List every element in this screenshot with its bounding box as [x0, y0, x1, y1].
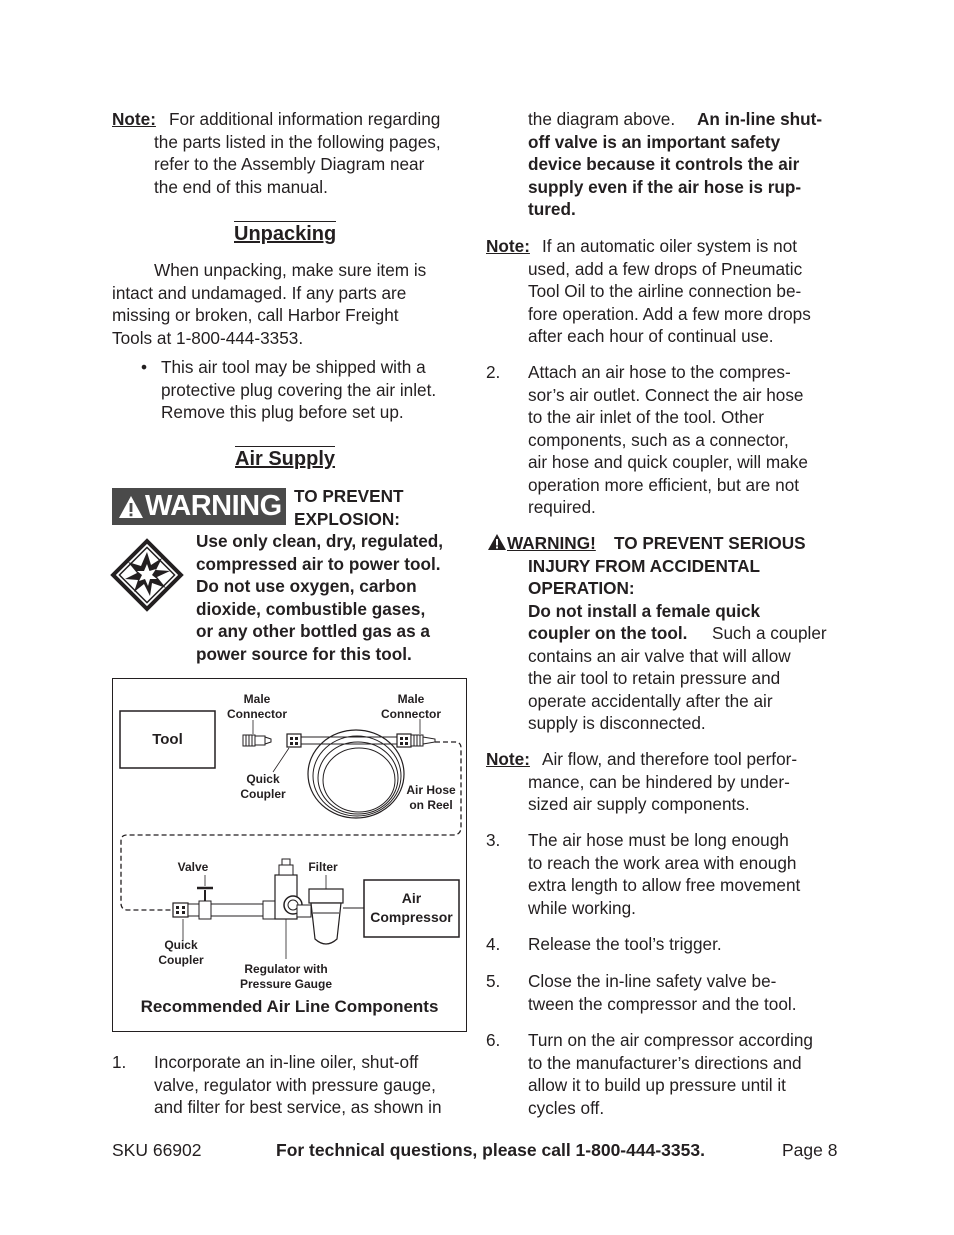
- warning-label: WARNING!: [507, 533, 596, 553]
- note-text-line: For additional information regarding: [169, 109, 441, 129]
- step-text: Close the in-line safety valve be-: [528, 971, 777, 991]
- continued-bold: off valve is an important safety: [528, 131, 781, 152]
- male-connector-label: Male: [243, 692, 271, 706]
- warning-detail: Such a coupler: [712, 623, 827, 643]
- air-line-diagram: [112, 678, 467, 1032]
- warning-triangle-icon: [118, 495, 144, 519]
- step-text: air hose and quick coupler, will make: [528, 452, 808, 472]
- step-text: to the air inlet of the tool. Other: [528, 407, 764, 427]
- step-text: to the manufacturer’s directions and: [528, 1052, 802, 1073]
- warning-detail: the air tool to retain pressure and: [528, 668, 781, 688]
- step-text: required.: [528, 497, 596, 517]
- warning-text: compressed air to power tool.: [196, 553, 441, 574]
- step-text: sor’s air outlet. Connect the air hose: [528, 384, 804, 405]
- note-text-line: after each hour of continual use.: [528, 326, 774, 346]
- regulator-label: Regulator with: [244, 962, 328, 976]
- bullet-text: protective plug covering the air inlet.: [161, 379, 437, 400]
- step-text: Release the tool’s trigger.: [528, 934, 722, 954]
- warning-text: coupler on the tool.: [528, 623, 688, 643]
- air-supply-heading: Air Supply: [235, 448, 336, 470]
- tool-label: Tool: [152, 731, 183, 748]
- regulator-label: Pressure Gauge: [239, 977, 333, 991]
- step-text: Turn on the air compressor according: [528, 1030, 813, 1050]
- step-number: 1.: [112, 1052, 127, 1072]
- male-connector-label: Connector: [227, 707, 287, 721]
- step-text: to reach the work area with enough: [528, 852, 797, 873]
- bullet-text: This air tool may be shipped with a: [161, 357, 426, 377]
- continued-bold: An in-line shut-: [697, 109, 823, 129]
- quick-coupler-label: Quick: [164, 938, 198, 952]
- warning-text: INJURY FROM ACCIDENTAL: [528, 555, 761, 576]
- warning-detail: contains an air valve that will allow: [528, 645, 791, 666]
- note-text-line: Tool Oil to the airline connection be-: [528, 281, 802, 301]
- note-text-line: mance, can be hindered by under-: [528, 771, 790, 792]
- warning-text: OPERATION:: [528, 578, 635, 598]
- note-text-line: the parts listed in the following pages,: [154, 131, 441, 152]
- warning-detail: supply is disconnected.: [528, 713, 706, 733]
- air-hose-label: Air Hose: [406, 783, 456, 797]
- step-text: components, such as a connector,: [528, 429, 789, 450]
- note-label: Note:: [486, 749, 530, 769]
- step-number: 2.: [486, 362, 501, 382]
- step-text: while working.: [528, 897, 636, 918]
- unpacking-text: missing or broken, call Harbor Freight: [112, 305, 399, 325]
- note-label: Note:: [486, 236, 530, 256]
- unpacking-heading: Unpacking: [234, 223, 337, 245]
- warning-text: or any other bottled gas as a: [196, 621, 430, 641]
- warning-triangle-icon: [487, 533, 507, 551]
- bullet-text: Remove this plug before set up.: [161, 402, 404, 422]
- note-text-line: If an automatic oiler system is not: [542, 236, 798, 256]
- step-text: operation more efficient, but are not: [528, 474, 800, 495]
- step-number: 5.: [486, 971, 501, 991]
- step-number: 3.: [486, 830, 501, 850]
- diagram-caption: Recommended Air Line Components: [140, 997, 439, 1016]
- step-number: 6.: [486, 1030, 501, 1050]
- valve-label: Valve: [177, 860, 209, 874]
- note-text-line: refer to the Assembly Diagram near: [154, 154, 425, 174]
- warning-text: power source for this tool.: [196, 643, 412, 664]
- warning-text: TO PREVENT SERIOUS: [614, 533, 806, 553]
- quick-coupler-label: Coupler: [158, 953, 204, 967]
- prevent-text: EXPLOSION:: [294, 508, 401, 529]
- step-text: extra length to allow free movement: [528, 875, 801, 895]
- step-text: Incorporate an in-line oiler, shut-off: [154, 1052, 419, 1072]
- step-text: cycles off.: [528, 1097, 605, 1118]
- warning-text: Do not use oxygen, carbon: [196, 576, 417, 596]
- continued-bold: supply even if the air hose is rup-: [528, 176, 802, 197]
- footer-page-number: Page 8: [782, 1140, 838, 1160]
- note-text-line: the end of this manual.: [154, 176, 328, 197]
- quick-coupler-label: Coupler: [240, 787, 286, 801]
- male-connector-label: Connector: [381, 707, 441, 721]
- note-text-line: sized air supply components.: [528, 794, 750, 814]
- step-text: The air hose must be long enough: [528, 830, 789, 850]
- continued-bold: device because it controls the air: [528, 154, 800, 174]
- footer-sku: SKU 66902: [112, 1140, 202, 1160]
- step-number: 4.: [486, 934, 501, 954]
- filter-label: Filter: [308, 860, 338, 874]
- warning-label: WARNING: [145, 490, 282, 522]
- continued-bold: tured.: [528, 199, 576, 219]
- footer-tech-line: For technical questions, please call 1-800-444-3353.: [276, 1140, 705, 1160]
- unpacking-text: Tools at 1-800-444-3353.: [112, 327, 304, 348]
- male-connector-label: Male: [397, 692, 425, 706]
- warning-banner: [112, 488, 286, 525]
- air-compressor-label: Air: [401, 890, 422, 906]
- bullet-dot: •: [141, 357, 148, 377]
- warning-text: Use only clean, dry, regulated,: [196, 531, 444, 551]
- note-text-line: fore operation. Add a few more drops: [528, 303, 811, 324]
- air-compressor-label: Compressor: [370, 909, 453, 925]
- note-label: Note:: [112, 109, 156, 129]
- warning-text: Do not install a female quick: [528, 600, 761, 621]
- step-text: tween the compressor and the tool.: [528, 993, 797, 1014]
- note-text-line: Air flow, and therefore tool perfor-: [542, 749, 798, 769]
- step-text: Attach an air hose to the compres-: [528, 362, 791, 382]
- unpacking-text: When unpacking, make sure item is: [154, 260, 427, 280]
- continued-text: the diagram above.: [528, 109, 676, 129]
- step-text: allow it to build up pressure until it: [528, 1075, 786, 1095]
- warning-detail: operate accidentally after the air: [528, 690, 773, 711]
- quick-coupler-label: Quick: [246, 772, 280, 786]
- explosion-hazard-icon: [110, 538, 184, 612]
- unpacking-text: intact and undamaged. If any parts are: [112, 282, 407, 303]
- prevent-text: TO PREVENT: [294, 486, 404, 506]
- step-text: and filter for best service, as shown in: [154, 1097, 442, 1117]
- note-text-line: used, add a few drops of Pneumatic: [528, 258, 803, 279]
- air-hose-label: on Reel: [409, 798, 453, 812]
- warning-text: dioxide, combustible gases,: [196, 598, 426, 619]
- step-text: valve, regulator with pressure gauge,: [154, 1074, 436, 1095]
